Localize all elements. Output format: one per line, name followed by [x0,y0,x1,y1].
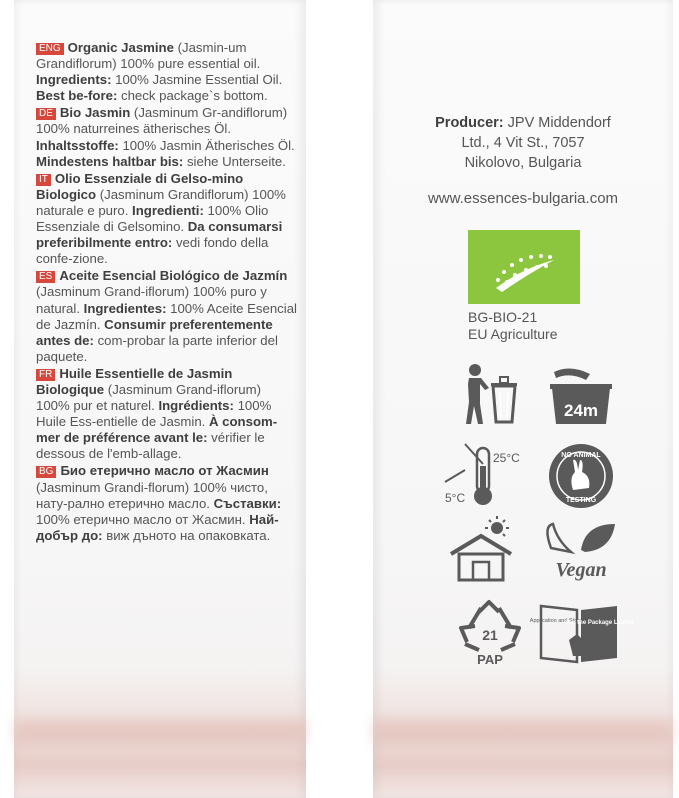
no-animal-testing-rabbit-icon [547,442,615,510]
no-animal-top: NO ANIMAL [561,452,601,459]
label-text: 100% Olio Essenziale di Gelsomino. [36,202,269,235]
multilingual-label-text [36,40,298,545]
language-block-es [36,268,298,365]
language-tag: BG [36,466,56,478]
language-block-fr [36,366,298,463]
label-bold-text: Ingredientes: [83,300,167,316]
cert-text: EU Agriculture [468,326,558,342]
label-text: (Jasminum Grandiflorum) 100% naturale e puro. [36,186,286,218]
vegan-label: Vegan [555,559,607,581]
recycle-number: 21 [482,627,498,643]
leaflet-left-text: Application and Storage [529,618,589,624]
label-text: (Jasminum Gr-andiflorum) 100% naturreines ätherisches Öl. [36,105,288,137]
website-text: www.essences-bulgaria.com [427,190,619,207]
pink-watercolor-stroke [14,719,306,743]
language-tag: FR [36,369,55,381]
leaflet-right-text: See the Package Leaflet [564,620,634,626]
label-text: (Jasminum Grand-iflorum) 100% pur et naturel. [36,381,261,414]
language-tag: IT [36,174,51,186]
right-package-side [373,0,673,798]
label-bold-text: À consom-mer de préférence avant le: [36,414,278,446]
label-bold-text: Da consumarsi preferibilmente entro: [36,219,283,251]
label-text: 100% Jasmin Ätherisches Öl. [118,137,295,153]
producer-address: Ltd., 4 Vit St., 7057 [461,135,585,151]
recycling-pap-icon [455,598,525,668]
producer-city: Nikolovo, Bulgaria [464,155,582,171]
label-bold-text: Aceite Esencial Biológico de Jazmín [59,268,288,284]
eu-organic-leaf-icon [468,230,580,304]
language-tag: DE [36,108,56,120]
label-bold-text: Съставки: [213,495,282,511]
label-text: виж дъното на опаковката. [102,527,271,543]
pink-watercolor-stroke [373,719,673,743]
label-text: (Jasminum Grand-iflorum) 100% puro y natural. [36,284,267,316]
label-text: 100% Jasmine Essential Oil. [111,72,283,88]
label-bold-text: Consumir preferentemente antes de: [36,316,273,348]
store-away-from-sunlight-icon [447,516,527,582]
label-text: check package`s bottom. [117,88,268,104]
label-bold-text: Ingredienti: [132,202,204,218]
temp-low: 5°C [445,491,466,505]
label-text: 100% етерично масло от Жасмин. [36,511,250,527]
label-text: 100% Aceite Esencial de Jazmín. [36,300,297,332]
language-block-eng [36,40,298,104]
language-tag: ES [36,271,55,283]
pao-label: 24m [563,401,599,420]
dispose-in-bin-icon [463,362,521,428]
language-block-de [36,105,298,169]
producer-name: JPV Middendorf [503,115,611,131]
recycle-label: PAP [477,652,503,667]
language-tag: ENG [36,43,64,55]
cert-code: BG-BIO-21 [468,309,538,325]
label-bold-text: Organic Jasmine [67,40,174,55]
label-text: (Jasmin-um Grandiflorum) 100% pure essential oil. [36,40,261,72]
eu-certification [468,309,557,343]
label-bold-text: Най-добър до: [36,511,279,543]
label-bold-text: Mindestens haltbar bis: [36,153,184,169]
period-after-opening-jar-icon [548,366,614,428]
no-animal-bottom: TESTING [565,497,597,504]
label-text: siehe Unterseite. [183,153,286,169]
label-text: 100% Huile Ess-entielle de Jasmin. [36,398,272,430]
label-text: com-probar la parte inferior del paquete. [36,332,278,364]
language-block-bg [36,463,298,543]
label-text: (Jasminum Grandi-florum) 100% чисто, нату-рално етерично масло. [36,479,268,511]
label-bold-text: Bio Jasmin [59,105,131,121]
label-bold-text: Olio Essenziale di Gelso-mino Biologico [36,170,244,202]
temp-high: 25°C [493,451,520,465]
producer-label: Producer: [435,115,504,131]
storage-temperature-icon [443,440,533,510]
label-bold-text: Ingredients: [36,72,112,88]
label-bold-text: Ingrédients: [158,398,234,414]
language-block-it [36,171,298,268]
label-text: vedi fondo della confe-zione. [36,235,269,267]
label-bold-text: Био етерично масло от Жасмин [60,463,269,479]
see-package-leaflet-icon [529,600,634,666]
left-package-side [14,0,306,798]
vegan-leaf-icon [541,520,619,580]
label-bold-text: Inhaltsstoffe: [36,137,119,153]
label-text: vérifier le dessous de l'emb-allage. [36,430,265,462]
label-bold-text: Huile Essentielle de Jasmin Biologique [36,365,233,397]
producer-info [373,113,673,173]
label-bold-text: Best be-fore: [36,88,118,104]
